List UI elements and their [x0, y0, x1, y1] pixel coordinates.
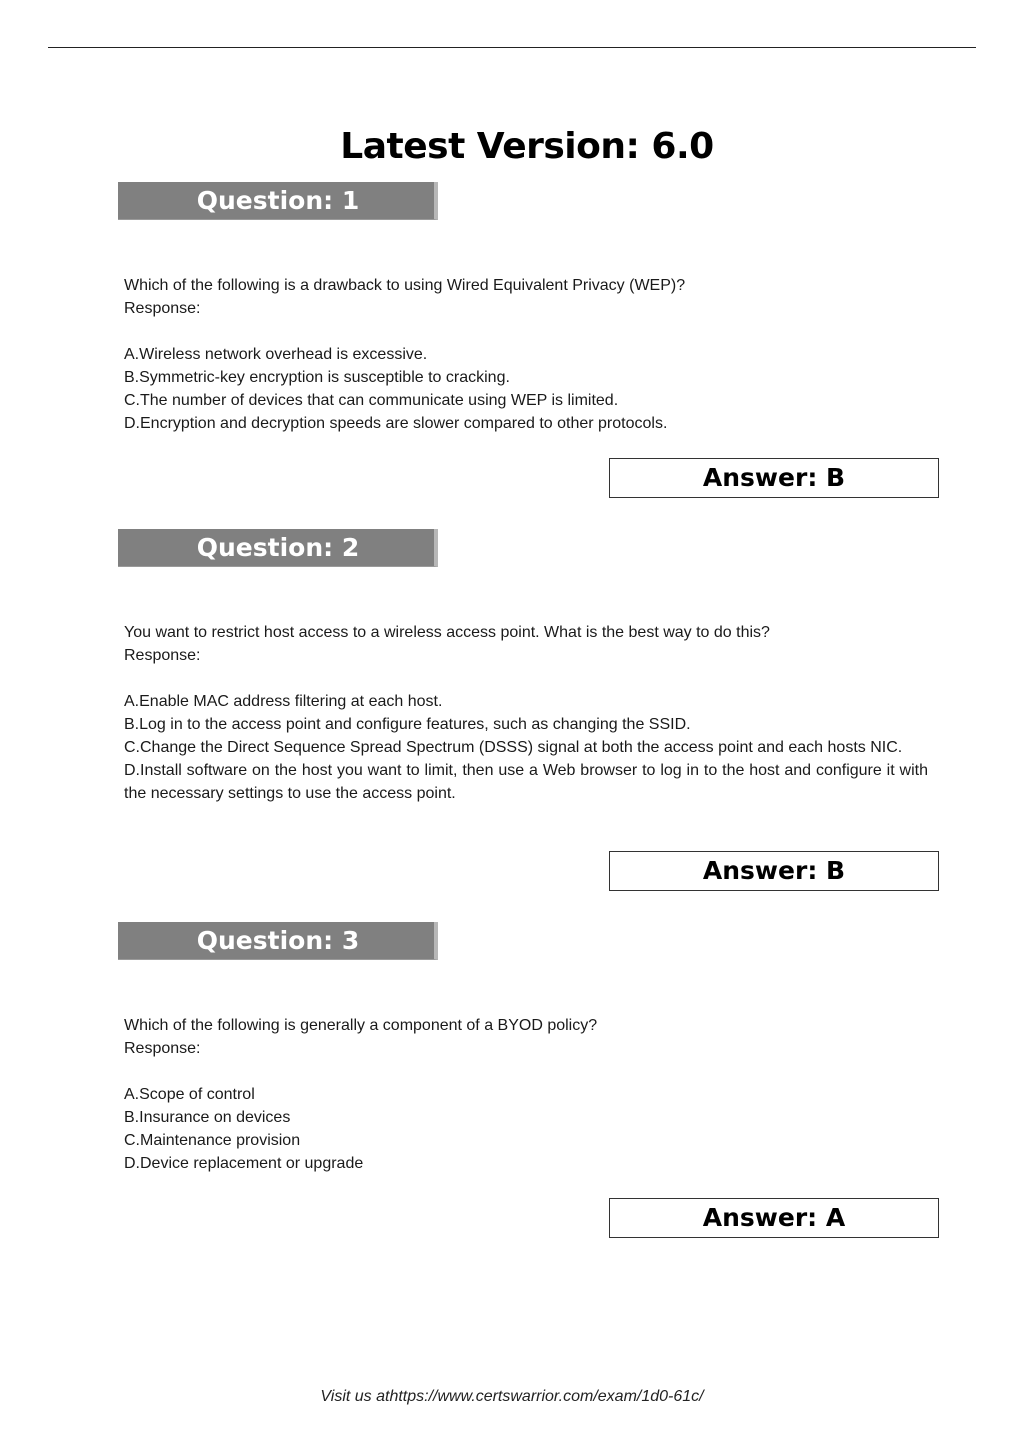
question-header	[118, 529, 438, 567]
answer-label: Answer: B	[702, 856, 846, 885]
option-d: D.Device replacement or upgrade	[124, 1155, 364, 1172]
answer-label: Answer: B	[702, 463, 846, 492]
option-c: C.Change the Direct Sequence Spread Spectrum (DSSS) signal at both the access point and each hosts NIC.	[124, 739, 903, 756]
answer-box	[609, 458, 939, 498]
option-b: B.Insurance on devices	[124, 1109, 291, 1126]
version-title: Latest Version: 6.0	[340, 126, 714, 167]
option-a: A.Wireless network overhead is excessive.	[124, 346, 428, 363]
footer-link[interactable]: Visit us athttps://www.certswarrior.com/exam/1d0-61c/	[320, 1388, 704, 1405]
question-body	[124, 1014, 928, 1175]
option-d: D.Install software on the host you want to limit, then use a Web browser to log in to the host and configure it with the necessary settings to use the access point.	[124, 762, 928, 802]
answer-box	[609, 851, 939, 891]
option-b: B.Log in to the access point and configure features, such as changing the SSID.	[124, 716, 691, 733]
option-b: B.Symmetric-key encryption is susceptible to cracking.	[124, 369, 510, 386]
spacer	[124, 667, 928, 690]
question-prompt: You want to restrict host access to a wireless access point. What is the best way to do this?	[124, 624, 770, 641]
question-header-label: Question: 1	[196, 186, 360, 215]
question-body	[124, 274, 928, 435]
question-header-label: Question: 2	[196, 533, 360, 562]
question-header	[118, 182, 438, 220]
spacer	[124, 320, 928, 343]
option-d: D.Encryption and decryption speeds are slower compared to other protocols.	[124, 415, 668, 432]
response-label: Response:	[124, 1040, 201, 1057]
option-a: A.Scope of control	[124, 1086, 255, 1103]
question-prompt: Which of the following is a drawback to using Wired Equivalent Privacy (WEP)?	[124, 277, 686, 294]
top-rule	[48, 47, 976, 48]
spacer	[124, 1060, 928, 1083]
response-label: Response:	[124, 647, 201, 664]
option-a: A.Enable MAC address filtering at each host.	[124, 693, 443, 710]
question-body	[124, 621, 928, 805]
question-header	[118, 922, 438, 960]
answer-label: Answer: A	[702, 1203, 846, 1232]
answer-box	[609, 1198, 939, 1238]
option-c: C.The number of devices that can communicate using WEP is limited.	[124, 392, 619, 409]
question-prompt: Which of the following is generally a component of a BYOD policy?	[124, 1017, 598, 1034]
option-c: C.Maintenance provision	[124, 1132, 301, 1149]
question-header-label: Question: 3	[196, 926, 360, 955]
response-label: Response:	[124, 300, 201, 317]
